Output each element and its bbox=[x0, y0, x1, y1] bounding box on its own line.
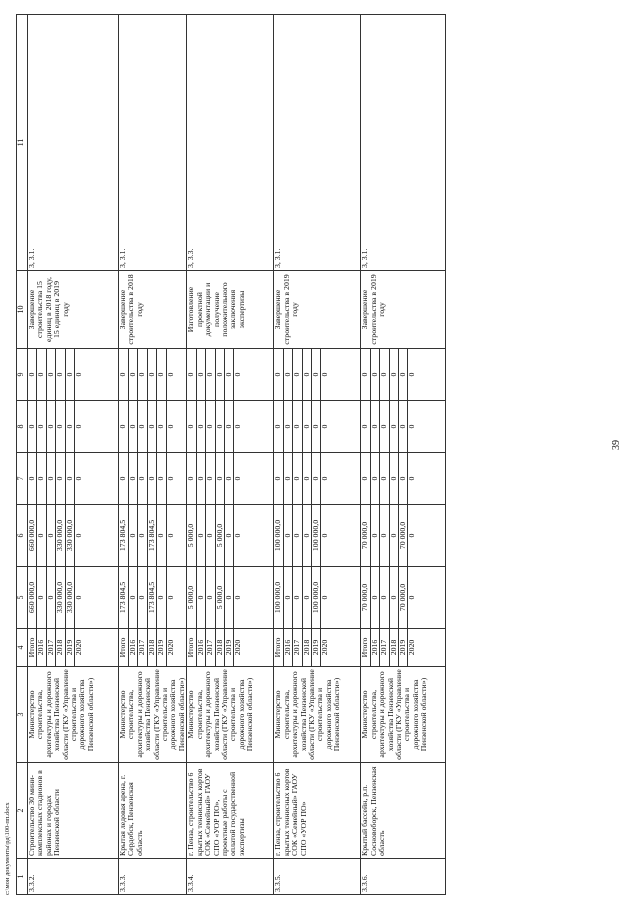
entry-executor: Министерство строительства, архитектуры и дорожного хозяйства Пензенской области (ГКУ «Управление строительства и дорожного хозяйства Пензенской области») bbox=[119, 667, 187, 763]
amount-col8: 0 bbox=[65, 401, 74, 453]
amount-regional: 0 bbox=[224, 505, 233, 567]
year-cell: 2018 bbox=[56, 629, 65, 667]
amount-total: 0 bbox=[283, 567, 292, 629]
entry-reference: 3, 3.1. bbox=[361, 15, 446, 271]
amount-col9: 0 bbox=[206, 349, 215, 401]
amount-total: 100 000,0 bbox=[274, 567, 283, 629]
amount-col7: 0 bbox=[65, 453, 74, 505]
amount-col8: 0 bbox=[56, 401, 65, 453]
amount-regional: 70 000,0 bbox=[398, 505, 407, 567]
amount-regional: 173 804,5 bbox=[119, 505, 129, 567]
amount-col7: 0 bbox=[28, 453, 37, 505]
amount-col8: 0 bbox=[361, 401, 370, 453]
entry-executor: Министерство строительства, архитектуры и дорожного хозяйства Пензенской области (ГКУ «Управление строительства и дорожного хозяйства Пензенской области») bbox=[274, 667, 361, 763]
year-cell: 2019 bbox=[398, 629, 407, 667]
amount-regional: 0 bbox=[370, 505, 379, 567]
entry-executor: Министерство строительства, архитектуры и дорожного хозяйства Пензенской области (ГКУ «Управление строительства и дорожного хозяйства Пензенской области») bbox=[361, 667, 446, 763]
amount-total: 660 000,0 bbox=[28, 567, 37, 629]
amount-col7: 0 bbox=[361, 453, 370, 505]
amount-col9: 0 bbox=[234, 349, 274, 401]
amount-col9: 0 bbox=[321, 349, 361, 401]
amount-regional: 0 bbox=[380, 505, 389, 567]
amount-col7: 0 bbox=[46, 453, 55, 505]
amount-regional: 100 000,0 bbox=[274, 505, 283, 567]
amount-regional: 0 bbox=[321, 505, 361, 567]
amount-regional: 100 000,0 bbox=[311, 505, 320, 567]
year-cell: 2020 bbox=[75, 629, 119, 667]
amount-col8: 0 bbox=[283, 401, 292, 453]
entry-result: Завершение строительства в 2018 году bbox=[119, 271, 187, 349]
year-cell: 2016 bbox=[128, 629, 138, 667]
amount-col8: 0 bbox=[293, 401, 302, 453]
amount-col7: 0 bbox=[75, 453, 119, 505]
amount-col8: 0 bbox=[147, 401, 157, 453]
amount-total: 173 804,5 bbox=[119, 567, 129, 629]
amount-col9: 0 bbox=[75, 349, 119, 401]
amount-col7: 0 bbox=[408, 453, 446, 505]
year-cell: 2017 bbox=[138, 629, 148, 667]
year-cell: 2019 bbox=[157, 629, 167, 667]
amount-col7: 0 bbox=[147, 453, 157, 505]
amount-regional: 330 000,0 bbox=[65, 505, 74, 567]
amount-col9: 0 bbox=[274, 349, 283, 401]
entry-result: Завершение строительства в 2019 году bbox=[274, 271, 361, 349]
amount-total: 0 bbox=[128, 567, 138, 629]
amount-col9: 0 bbox=[128, 349, 138, 401]
entry-executor: Министерство строительства, архитектуры и дорожного хозяйства Пензенской области (ГКУ «Управление строительства и дорожного хозяйства Пензенской области») bbox=[187, 667, 274, 763]
amount-total: 173 804,5 bbox=[147, 567, 157, 629]
amount-total: 70 000,0 bbox=[398, 567, 407, 629]
amount-total: 0 bbox=[370, 567, 379, 629]
amount-col8: 0 bbox=[274, 401, 283, 453]
amount-col9: 0 bbox=[311, 349, 320, 401]
header-cell: 7 bbox=[17, 453, 28, 505]
header-cell: 11 bbox=[17, 15, 28, 271]
amount-col7: 0 bbox=[187, 453, 196, 505]
amount-col8: 0 bbox=[187, 401, 196, 453]
amount-regional: 70 000,0 bbox=[361, 505, 370, 567]
amount-col8: 0 bbox=[234, 401, 274, 453]
entry-result: Завершение строительства 15 единиц в 2018 году, 15 единиц в 2019 году bbox=[28, 271, 119, 349]
amount-regional: 0 bbox=[128, 505, 138, 567]
amount-col9: 0 bbox=[119, 349, 129, 401]
amount-col9: 0 bbox=[157, 349, 167, 401]
amount-col8: 0 bbox=[408, 401, 446, 453]
amount-col9: 0 bbox=[196, 349, 205, 401]
amount-col7: 0 bbox=[302, 453, 311, 505]
amount-col7: 0 bbox=[321, 453, 361, 505]
amount-total: 0 bbox=[293, 567, 302, 629]
amount-regional: 5 000,0 bbox=[215, 505, 224, 567]
amount-regional: 0 bbox=[206, 505, 215, 567]
amount-total: 0 bbox=[408, 567, 446, 629]
amount-col8: 0 bbox=[138, 401, 148, 453]
amount-regional: 0 bbox=[234, 505, 274, 567]
amount-col9: 0 bbox=[46, 349, 55, 401]
amount-col9: 0 bbox=[147, 349, 157, 401]
amount-col8: 0 bbox=[370, 401, 379, 453]
header-cell: 10 bbox=[17, 271, 28, 349]
amount-col7: 0 bbox=[166, 453, 186, 505]
amount-col8: 0 bbox=[128, 401, 138, 453]
amount-col8: 0 bbox=[157, 401, 167, 453]
amount-regional: 0 bbox=[283, 505, 292, 567]
amount-col8: 0 bbox=[119, 401, 129, 453]
amount-col9: 0 bbox=[389, 349, 398, 401]
entry-executor: Министерство строительства, архитектуры и дорожного хозяйства Пензенской области (ГКУ «Управление строительства и дорожного хозяйства Пензенской области») bbox=[28, 667, 119, 763]
year-cell: 2018 bbox=[302, 629, 311, 667]
header-cell: 8 bbox=[17, 401, 28, 453]
year-cell: 2020 bbox=[234, 629, 274, 667]
amount-col9: 0 bbox=[370, 349, 379, 401]
header-cell: 5 bbox=[17, 567, 28, 629]
amount-col7: 0 bbox=[398, 453, 407, 505]
page-number: 39 bbox=[611, 440, 622, 450]
table-row bbox=[187, 15, 196, 895]
amount-col8: 0 bbox=[37, 401, 46, 453]
year-cell: 2017 bbox=[206, 629, 215, 667]
amount-regional: 0 bbox=[196, 505, 205, 567]
amount-col7: 0 bbox=[206, 453, 215, 505]
amount-total: 330 000,0 bbox=[56, 567, 65, 629]
amount-col9: 0 bbox=[408, 349, 446, 401]
amount-col7: 0 bbox=[138, 453, 148, 505]
amount-regional: 0 bbox=[408, 505, 446, 567]
amount-col7: 0 bbox=[37, 453, 46, 505]
amount-col7: 0 bbox=[274, 453, 283, 505]
amount-total: 0 bbox=[234, 567, 274, 629]
year-cell: 2019 bbox=[311, 629, 320, 667]
amount-total: 0 bbox=[157, 567, 167, 629]
year-cell: 2016 bbox=[37, 629, 46, 667]
header-cell: 9 bbox=[17, 349, 28, 401]
amount-col7: 0 bbox=[196, 453, 205, 505]
amount-col9: 0 bbox=[380, 349, 389, 401]
amount-col8: 0 bbox=[28, 401, 37, 453]
year-cell: 2020 bbox=[408, 629, 446, 667]
program-table bbox=[16, 14, 446, 895]
amount-col8: 0 bbox=[166, 401, 186, 453]
year-cell: 2018 bbox=[147, 629, 157, 667]
year-cell: 2020 bbox=[166, 629, 186, 667]
amount-col7: 0 bbox=[215, 453, 224, 505]
amount-col9: 0 bbox=[166, 349, 186, 401]
amount-col7: 0 bbox=[128, 453, 138, 505]
amount-col8: 0 bbox=[389, 401, 398, 453]
entry-reference: 3, 3.1. bbox=[28, 15, 119, 271]
amount-col7: 0 bbox=[293, 453, 302, 505]
amount-col9: 0 bbox=[283, 349, 292, 401]
amount-regional: 0 bbox=[166, 505, 186, 567]
amount-col9: 0 bbox=[293, 349, 302, 401]
amount-regional: 0 bbox=[75, 505, 119, 567]
entry-name: Крытая ледовая арена, г. Сердобск, Пензенская область bbox=[119, 763, 187, 859]
amount-total: 0 bbox=[389, 567, 398, 629]
amount-regional: 0 bbox=[37, 505, 46, 567]
amount-total: 0 bbox=[380, 567, 389, 629]
header-cell: 1 bbox=[17, 859, 28, 895]
amount-col7: 0 bbox=[380, 453, 389, 505]
amount-col9: 0 bbox=[138, 349, 148, 401]
amount-regional: 660 000,0 bbox=[28, 505, 37, 567]
amount-col9: 0 bbox=[37, 349, 46, 401]
year-cell: 2016 bbox=[196, 629, 205, 667]
amount-col8: 0 bbox=[46, 401, 55, 453]
header-cell: 3 bbox=[17, 667, 28, 763]
entry-number: 3.3.4. bbox=[187, 859, 274, 895]
entry-name: Крытый бассейн, р.п. Сосновоборск, Пензенская область bbox=[361, 763, 446, 859]
amount-col9: 0 bbox=[187, 349, 196, 401]
amount-regional: 0 bbox=[389, 505, 398, 567]
amount-col7: 0 bbox=[311, 453, 320, 505]
entry-name: Строительство 30 мини-комплексных стадионов в районах и городах Пензенской области bbox=[28, 763, 119, 859]
year-cell: Итого bbox=[28, 629, 37, 667]
entry-reference: 3, 3.1. bbox=[274, 15, 361, 271]
amount-regional: 173 804,5 bbox=[147, 505, 157, 567]
amount-col8: 0 bbox=[311, 401, 320, 453]
amount-total: 0 bbox=[196, 567, 205, 629]
amount-col9: 0 bbox=[28, 349, 37, 401]
amount-total: 0 bbox=[224, 567, 233, 629]
amount-col8: 0 bbox=[75, 401, 119, 453]
entry-number: 3.3.3. bbox=[119, 859, 187, 895]
entry-number: 3.3.6. bbox=[361, 859, 446, 895]
amount-col9: 0 bbox=[398, 349, 407, 401]
amount-regional: 0 bbox=[302, 505, 311, 567]
year-cell: 2018 bbox=[215, 629, 224, 667]
year-cell: Итого bbox=[119, 629, 129, 667]
year-cell: Итого bbox=[361, 629, 370, 667]
year-cell: 2016 bbox=[370, 629, 379, 667]
amount-col8: 0 bbox=[196, 401, 205, 453]
amount-col7: 0 bbox=[56, 453, 65, 505]
header-row bbox=[17, 15, 28, 895]
amount-col7: 0 bbox=[370, 453, 379, 505]
amount-col9: 0 bbox=[361, 349, 370, 401]
amount-total: 5 000,0 bbox=[187, 567, 196, 629]
amount-regional: 330 000,0 bbox=[56, 505, 65, 567]
amount-regional: 0 bbox=[46, 505, 55, 567]
amount-total: 0 bbox=[138, 567, 148, 629]
amount-total: 0 bbox=[166, 567, 186, 629]
amount-col9: 0 bbox=[224, 349, 233, 401]
amount-total: 100 000,0 bbox=[311, 567, 320, 629]
amount-col9: 0 bbox=[215, 349, 224, 401]
table-row bbox=[361, 15, 370, 895]
header-cell: 6 bbox=[17, 505, 28, 567]
amount-col7: 0 bbox=[157, 453, 167, 505]
year-cell: Итого bbox=[274, 629, 283, 667]
year-cell: 2018 bbox=[389, 629, 398, 667]
amount-total: 0 bbox=[46, 567, 55, 629]
year-cell: 2019 bbox=[65, 629, 74, 667]
amount-col9: 0 bbox=[65, 349, 74, 401]
entry-number: 3.3.5. bbox=[274, 859, 361, 895]
amount-col8: 0 bbox=[224, 401, 233, 453]
entry-result: Завершение строительства в 2019 году bbox=[361, 271, 446, 349]
entry-reference: 3, 3.3. bbox=[187, 15, 274, 271]
amount-col7: 0 bbox=[119, 453, 129, 505]
amount-regional: 0 bbox=[157, 505, 167, 567]
entry-name: г. Пенза, строительство 6 крытых теннисных кортов СОК «Семейный» ГАОУ СПО «УОР ПО», проектные работы с оплатой государственной экспертизы bbox=[187, 763, 274, 859]
amount-col9: 0 bbox=[56, 349, 65, 401]
amount-col8: 0 bbox=[206, 401, 215, 453]
entry-name: г. Пенза, строительство 6 крытых теннисных кортов СОК «Семейный» ГАОУ СПО «УОР ПО» bbox=[274, 763, 361, 859]
table-row bbox=[119, 15, 129, 895]
entry-result: Изготовление проектной документации и получение положительного заключения экспертизы bbox=[187, 271, 274, 349]
year-cell: Итого bbox=[187, 629, 196, 667]
amount-col8: 0 bbox=[398, 401, 407, 453]
amount-total: 0 bbox=[75, 567, 119, 629]
amount-regional: 5 000,0 bbox=[187, 505, 196, 567]
amount-total: 0 bbox=[206, 567, 215, 629]
amount-total: 0 bbox=[37, 567, 46, 629]
amount-col8: 0 bbox=[215, 401, 224, 453]
amount-col7: 0 bbox=[224, 453, 233, 505]
amount-col7: 0 bbox=[234, 453, 274, 505]
amount-total: 0 bbox=[302, 567, 311, 629]
year-cell: 2020 bbox=[321, 629, 361, 667]
amount-regional: 0 bbox=[138, 505, 148, 567]
amount-col8: 0 bbox=[321, 401, 361, 453]
amount-total: 0 bbox=[321, 567, 361, 629]
year-cell: 2016 bbox=[283, 629, 292, 667]
amount-total: 330 000,0 bbox=[65, 567, 74, 629]
amount-col8: 0 bbox=[302, 401, 311, 453]
year-cell: 2017 bbox=[46, 629, 55, 667]
amount-col7: 0 bbox=[283, 453, 292, 505]
year-cell: 2019 bbox=[224, 629, 233, 667]
table-row bbox=[274, 15, 283, 895]
amount-regional: 0 bbox=[293, 505, 302, 567]
amount-total: 70 000,0 bbox=[361, 567, 370, 629]
header-cell: 2 bbox=[17, 763, 28, 859]
year-cell: 2017 bbox=[293, 629, 302, 667]
entry-number: 3.3.2. bbox=[28, 859, 119, 895]
amount-total: 5 000,0 bbox=[215, 567, 224, 629]
year-cell: 2017 bbox=[380, 629, 389, 667]
table-row bbox=[28, 15, 37, 895]
entry-reference: 3, 3.1. bbox=[119, 15, 187, 271]
header-cell: 4 bbox=[17, 629, 28, 667]
footer-file-path: c:\мои документы\рд\100-пп.docx bbox=[4, 802, 11, 895]
amount-col7: 0 bbox=[389, 453, 398, 505]
amount-col9: 0 bbox=[302, 349, 311, 401]
amount-col8: 0 bbox=[380, 401, 389, 453]
